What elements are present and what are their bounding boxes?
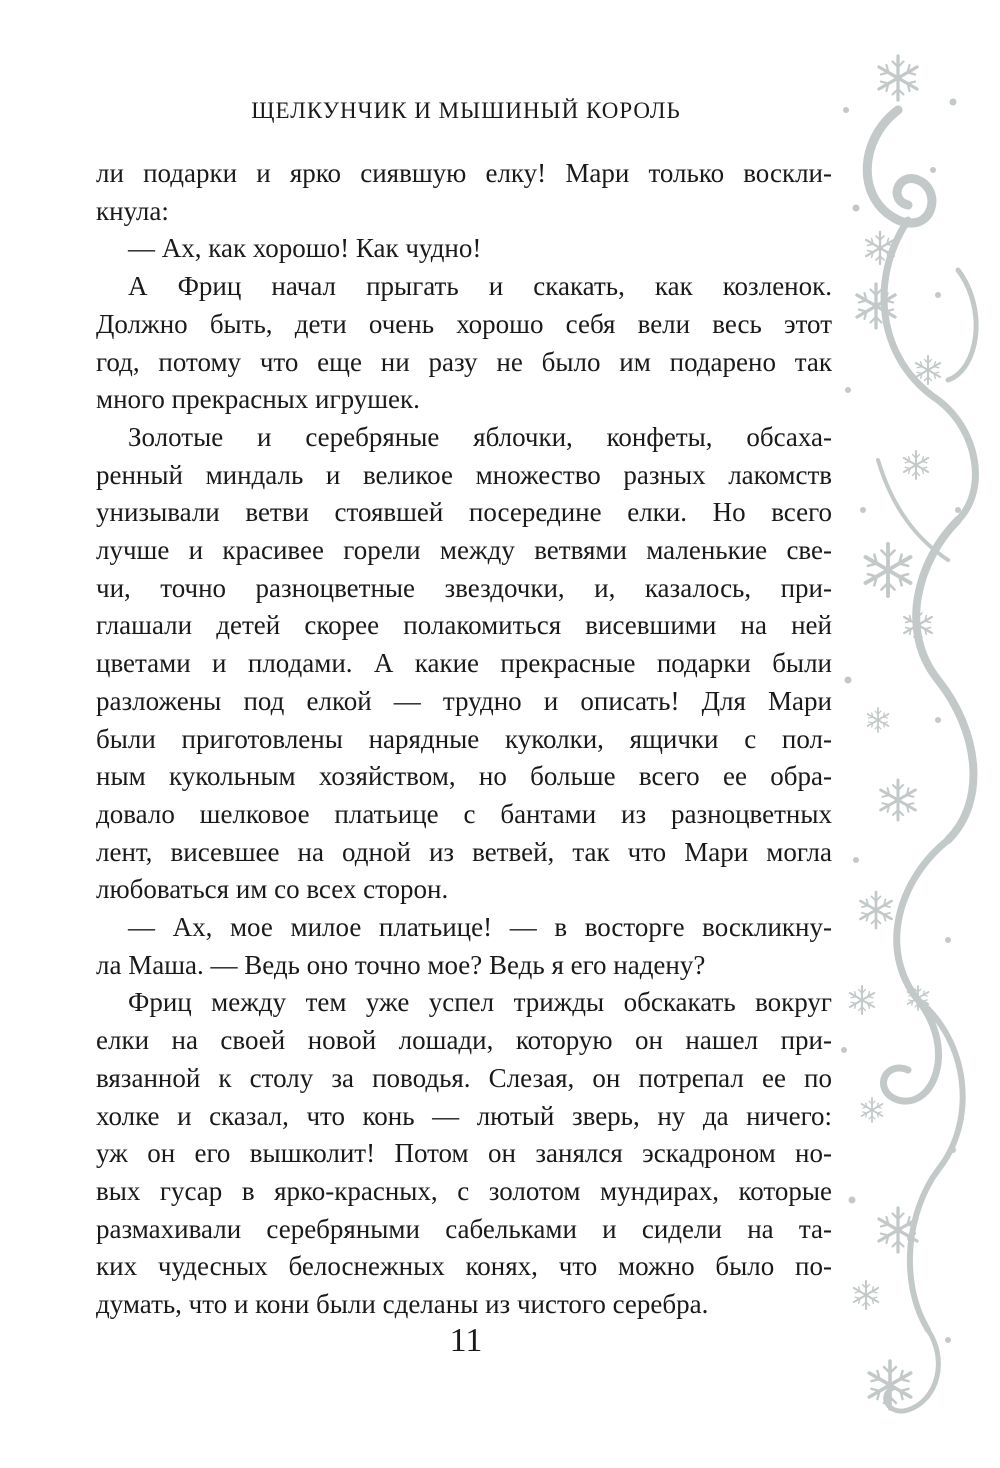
snowflake-swirl-ornament <box>838 40 1000 1468</box>
text-line: ких чудесных белоснежных конях, что можно было по- <box>96 1251 832 1282</box>
text-line: холке и сказал, что конь — лютый зверь, ну да ничего: <box>96 1100 832 1131</box>
text-line: ли подарки и ярко сиявшую елку! Мари только воскли- <box>96 158 832 188</box>
snowflake-icon <box>854 1281 878 1309</box>
text-line: были приготовлены нарядные куколки, ящички с пол- <box>96 723 832 754</box>
snowflake-icon <box>869 1361 911 1409</box>
snowflake-icon <box>904 609 932 641</box>
text-line: ла Маша. — Ведь оно точно мое? Ведь я его надену? <box>96 949 706 980</box>
text-line: чи, точно разноцветные звездочки, и, казалось, при- <box>96 572 832 603</box>
text-line: — Ах, как хорошо! Как чудно! <box>128 233 482 264</box>
text-line: вязанной к столу за поводья. Слезая, он потрепал ее по <box>96 1062 832 1093</box>
text-line: Должно быть, дети очень хорошо себя вели весь этот <box>96 308 832 339</box>
snowflake-icon <box>904 451 928 479</box>
swirl-curve <box>916 520 973 840</box>
text-line: А Фриц начал прыгать и скакать, как козленок. <box>128 271 832 302</box>
snowflake-icon <box>860 892 891 928</box>
text-line: Фриц между тем уже успел трижды обскакать вокруг <box>128 987 832 1018</box>
running-head: ЩЕЛКУНЧИК И МЫШИНЫЙ КОРОЛЬ <box>251 98 681 123</box>
text-line: год, потому что еще ни разу не было им подарено так <box>96 346 832 377</box>
text-line: разложены под елкой — трудно и описать! Для Мари <box>96 685 832 716</box>
snowflake-icon <box>879 56 917 100</box>
swirl-curve <box>884 840 948 1101</box>
swirl-curve <box>948 270 976 380</box>
text-line: цветами и плодами. А какие прекрасные подарки были <box>96 648 832 679</box>
text-line: — Ах, мое милое платьице! — в восторге воскликну- <box>128 912 832 943</box>
text-line: довало шелковое платьице с бантами из разноцветных <box>96 798 832 829</box>
swirl-curve <box>867 110 932 223</box>
page-number: 11 <box>449 1322 483 1359</box>
snowflake-icon <box>916 356 940 384</box>
text-line: уж он его вышколит! Потом он занялся эскадроном но- <box>96 1138 832 1169</box>
text-line: лучше и красивее горели между ветвями маленькие све- <box>96 535 832 566</box>
snowflake-icon <box>881 780 916 820</box>
text-line: ным кукольным хозяйством, но больше всего ее обра- <box>96 761 832 792</box>
text-line: лент, висевшее на одной из ветвей, так что Мари могла <box>96 836 832 867</box>
text-line: много прекрасных игрушек. <box>96 384 420 415</box>
text-line: думать, что и кони были сделаны из чистого серебра. <box>96 1289 709 1320</box>
snowflake-icon <box>866 544 911 596</box>
text-line: елки на своей новой лошади, которую он нашел при- <box>96 1025 832 1056</box>
text-line: любоваться им со всех сторон. <box>96 874 449 905</box>
text-line: глашали детей скорее полакомиться висевшими на ней <box>96 610 832 641</box>
text-line: ренный миндаль и великое множество разных лакомств <box>96 459 832 490</box>
text-line: Золотые и серебряные яблочки, конфеты, обсаха- <box>128 421 832 452</box>
body-text <box>96 155 832 1324</box>
text-line: кнула: <box>96 195 169 226</box>
text-line: унизывали ветви стоявшей посередине елки. Но всего <box>96 497 832 528</box>
snowflake-icon <box>862 1098 883 1122</box>
text-line: размахивали серебряными сабельками и сидели на та- <box>96 1213 832 1244</box>
snowflake-icon <box>850 986 874 1014</box>
text-line: вых гусар в ярко-красных, с золотом мундирах, которые <box>96 1175 832 1206</box>
snowflake-icon <box>868 708 889 732</box>
